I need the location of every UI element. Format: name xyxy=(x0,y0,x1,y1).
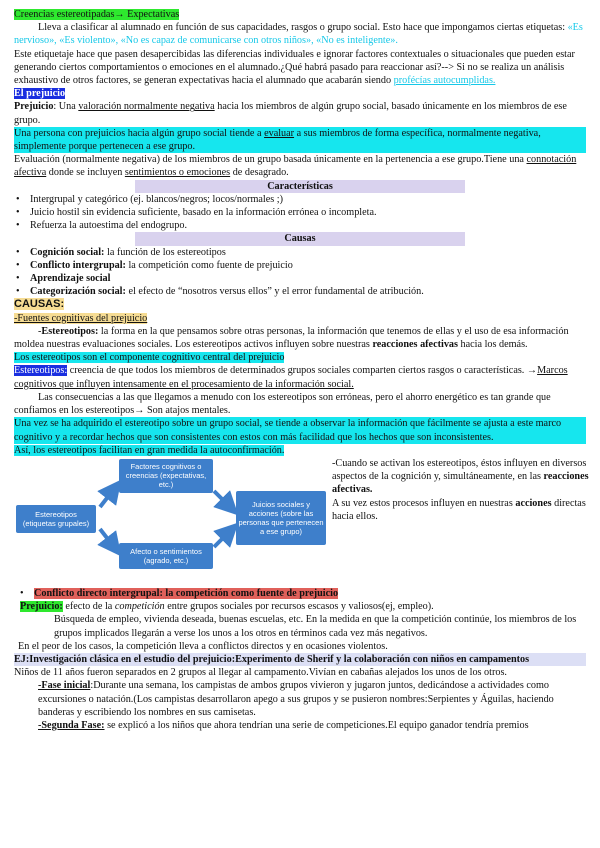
estereotipos-definition: Estereotipos: creencia de que todos los miembros de determinados grupos sociales comparten ciertos rasgos o características. →Marcos cognitivos que influyen intensamente en el procesamiento de la información social. xyxy=(14,365,568,390)
list-item: • Categorización social: el efecto de “nosotros versus ellos” y el error fundamental de atribución. xyxy=(14,285,586,298)
cyan-line-3: Así, los estereotipos facilitan en gran medida la autoconfirmación. xyxy=(14,444,285,456)
causas-heading: CAUSAS: xyxy=(14,298,65,311)
box-juicios-sociales: Juicios sociales y acciones (sobre las personas que pertenecen a ese grupo) xyxy=(236,491,326,545)
list-item: • Conflicto intergrupal: la competición como fuente de prejuicio xyxy=(14,259,586,272)
prejuicio-evaluation: Evaluación (normalmente negativa) de los miembros de un grupo basada únicamente en la pertenencia a ese grupo.Tiene una connotación afectiva donde se incluyen sentimientos o emociones de desagrado. xyxy=(14,154,577,179)
cyan-line-1: Los estereotipos son el componente cognitivo central del prejuicio xyxy=(14,352,285,364)
sherif-paragraph-1: Niños de 11 años fueron separados en 2 grupos al llegar al campamento.Vivían en cabañas alejados los unos de los otros. xyxy=(14,667,507,679)
conflicto-heading-list xyxy=(18,587,586,600)
diagram-explanation: -Cuando se activan los estereotipos, éstos influyen en diversos aspectos de la cognición y, simultáneamente, en las reacciones afectivas. A su vez estos procesos influyen en nuestras acciones directas hacia ellos. xyxy=(332,457,589,522)
prejuicio-definition: Prejuicio: Una valoración normalmente negativa hacia los miembros de algún grupo social, basado únicamente en los miembros de ese grupo. xyxy=(14,101,567,126)
prejuicio-heading: El prejuicio xyxy=(14,88,66,100)
conflicto-prejuicio: Prejuicio: efecto de la competición entre grupos sociales por recursos escasos y valiosos(ej, empleo). xyxy=(20,601,434,613)
list-item: • Aprendizaje social xyxy=(14,272,586,285)
list-item: • Cognición social: la función de los estereotipos xyxy=(14,246,586,259)
stereotype-diagram xyxy=(14,457,589,579)
causas-box-heading: Causas xyxy=(135,232,465,245)
cyan-paragraph-2: Una vez se ha adquirido el estereotipo sobre un grupo social, se tiende a observar la información que fácilmente se ajusta a este marco cognitivo y a recordar hechos que son consistentes con estos con más facilidad que los hechos que son inconsistentes. xyxy=(14,417,586,443)
box-estereotipos: Estereotipos (etiquetas grupales) xyxy=(16,505,96,533)
arrow-to-afecto xyxy=(100,529,114,547)
list-item: • Refuerza la autoestima del endogrupo. xyxy=(14,219,586,232)
sherif-fase-inicial: -Fase inicial:Durante una semana, los campistas de ambos grupos vivieron y jugaron juntos, dedicándose a actividades como excursiones o natación.(Los campistas desarrollaron apego a sus grupos y se pusieron nombres:Serpientes y Águilas, haciendo banderas y escribiendo los nombres en sus camisetas. xyxy=(38,680,554,718)
sherif-segunda-fase: -Segunda Fase: se explicó a los niños que ahora tendrían una serie de competiciones.El equipo ganador tendría premios xyxy=(38,719,529,731)
conflicto-paragraph-1: Búsqueda de empleo, vivienda deseada, buenas escuelas, etc. En la medida en que la competición continúe, los miembros de los grupos implicados llegarán a verse los unos a los otros en términos cada vez más negativos. xyxy=(54,614,577,639)
intro-paragraph-1: Lleva a clasificar al alumnado en función de sus capacidades, rasgos o grupo social. Esto hace que impongamos ciertas etiquetas: «Es nervioso», «Es violento», «No es capaz de comunicarse con otros niños», «No es inteligente». xyxy=(14,22,583,47)
sherif-heading: EJ:Investigación clásica en el estudio del prejuicio:Experimento de Sherif y la colaboración con niños en campamentos xyxy=(14,653,586,666)
causas-list xyxy=(14,246,586,299)
conflicto-heading: • Conflicto directo intergrupal: la competición como fuente de prejuicio xyxy=(18,587,586,600)
list-item: • Intergrupal y categórico (ej. blancos/negros; locos/normales ;) xyxy=(14,193,586,206)
arrow-factores-to-juicios xyxy=(214,491,230,507)
arrow-afecto-to-juicios xyxy=(214,531,230,547)
arrow-to-factores xyxy=(100,489,114,507)
causas-subheading: -Fuentes cognitivas del prejuicio xyxy=(14,312,148,324)
section-title: Creencias estereotipadas→ Expectativas xyxy=(14,9,180,20)
caracteristicas-heading: Características xyxy=(135,180,465,193)
caracteristicas-list xyxy=(14,193,586,233)
estereotipos-paragraph: -Estereotipos: la forma en la que pensamos sobre otras personas, la información que tenemos de ellas y el uso de esa información moldea nuestras evaluaciones sociales. Los estereotipos activos influyen sobre nuestras reacciones afectivas hacia los demás. xyxy=(14,325,569,351)
prejuicio-highlight: Una persona con prejuicios hacia algún grupo social tiende a evaluar a sus miembros de forma específica, normalmente negativa, simplemente porque pertenecen a ese grupo. xyxy=(14,127,586,153)
list-item: • Juicio hostil sin evidencia suficiente, basado en la información errónea o incompleta. xyxy=(14,206,586,219)
conflicto-paragraph-2: En el peor de los casos, la competición lleva a conflictos directos y en ocasiones violentos. xyxy=(18,640,388,652)
box-afecto: Afecto o sentimientos (agrado, etc.) xyxy=(119,543,213,569)
box-factores-cognitivos: Factores cognitivos o creencias (expectativas, etc.) xyxy=(119,459,213,493)
intro-paragraph-2: Este etiquetaje hace que pasen desapercibidas las diferencias individuales e ignorar factores contextuales o situacionales que pueden estar generando ciertos comportamientos o emociones en el alumnado.¿Qué habrá pasado para reaccionar así?--> Si no se realiza un análisis exhaustivo de otros factores, se generan expectativas hacia el alumnado que acabarán siendo profécías autocumplidas. xyxy=(14,48,575,87)
consecuencias-paragraph: Las consecuencias a las que llegamos a menudo con los estereotipos son erróneas, pero el ahorro energético es tan grande que confiamos en los estereotipos→ Son atajos mentales. xyxy=(14,391,551,417)
